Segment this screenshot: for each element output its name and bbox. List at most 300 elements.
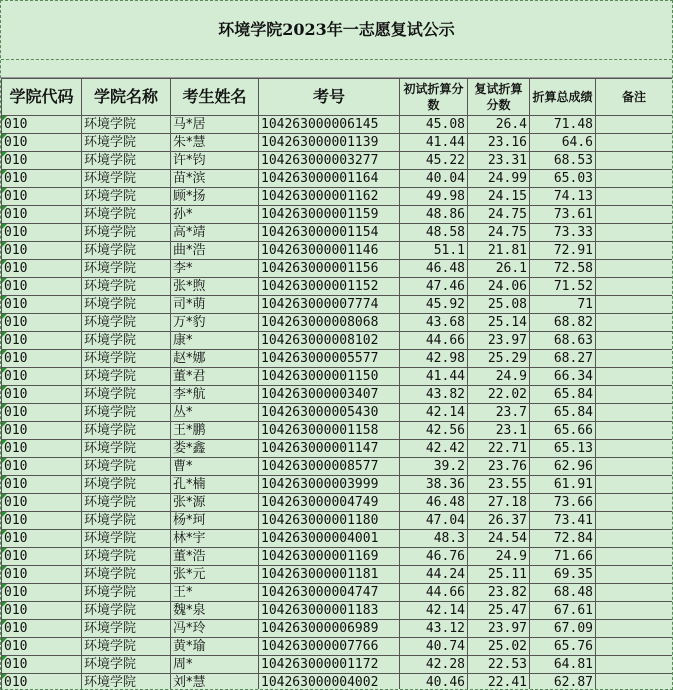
table-row	[2, 368, 673, 386]
cell-college-code[interactable]: 010	[2, 566, 82, 584]
table-row	[2, 422, 673, 440]
cell-retest-score[interactable]: 24.06	[468, 278, 530, 296]
cell-retest-score[interactable]: 24.75	[468, 224, 530, 242]
cell-college-name[interactable]: 环境学院	[82, 386, 171, 404]
cell-candidate-name[interactable]: 张*煦	[171, 278, 259, 296]
cell-retest-score[interactable]: 26.4	[468, 116, 530, 134]
cell-remarks[interactable]	[596, 476, 673, 494]
cell-initial-score[interactable]: 45.08	[400, 116, 468, 134]
cell-initial-score[interactable]: 44.66	[400, 584, 468, 602]
cell-retest-score[interactable]: 24.9	[468, 368, 530, 386]
cell-initial-score[interactable]: 49.98	[400, 188, 468, 206]
cell-candidate-name[interactable]: 顾*扬	[171, 188, 259, 206]
results-table	[1, 78, 673, 690]
cell-college-name[interactable]: 环境学院	[82, 602, 171, 620]
cell-remarks[interactable]	[596, 512, 673, 530]
cell-college-code[interactable]: 010	[2, 206, 82, 224]
cell-total-score[interactable]: 69.35	[530, 566, 596, 584]
cell-remarks[interactable]	[596, 368, 673, 386]
cell-candidate-name[interactable]: 许*钧	[171, 152, 259, 170]
cell-college-code[interactable]: 010	[2, 332, 82, 350]
cell-candidate-name[interactable]: 赵*娜	[171, 350, 259, 368]
cell-candidate-name[interactable]: 董*浩	[171, 548, 259, 566]
cell-college-name[interactable]: 环境学院	[82, 242, 171, 260]
cell-college-code[interactable]: 010	[2, 638, 82, 656]
cell-college-name[interactable]: 环境学院	[82, 404, 171, 422]
cell-college-code[interactable]: 010	[2, 512, 82, 530]
cell-college-code[interactable]: 010	[2, 476, 82, 494]
cell-college-name[interactable]: 环境学院	[82, 170, 171, 188]
table-row	[2, 314, 673, 332]
cell-remarks[interactable]	[596, 530, 673, 548]
table-row	[2, 116, 673, 134]
cell-initial-score[interactable]: 40.74	[400, 638, 468, 656]
cell-initial-score[interactable]: 42.56	[400, 422, 468, 440]
table-row	[2, 152, 673, 170]
cell-college-name[interactable]: 环境学院	[82, 512, 171, 530]
cell-college-code[interactable]: 010	[2, 494, 82, 512]
cell-retest-score[interactable]: 23.97	[468, 620, 530, 638]
cell-remarks[interactable]	[596, 134, 673, 152]
cell-initial-score[interactable]: 43.82	[400, 386, 468, 404]
cell-college-code[interactable]: 010	[2, 386, 82, 404]
cell-remarks[interactable]	[596, 152, 673, 170]
cell-remarks[interactable]	[596, 224, 673, 242]
cell-candidate-name[interactable]: 魏*泉	[171, 602, 259, 620]
cell-exam-number[interactable]: 104263000001162	[259, 188, 400, 206]
cell-remarks[interactable]	[596, 260, 673, 278]
cell-initial-score[interactable]: 48.86	[400, 206, 468, 224]
cell-college-code[interactable]: 010	[2, 458, 82, 476]
table-row	[2, 566, 673, 584]
cell-initial-score[interactable]: 43.68	[400, 314, 468, 332]
cell-remarks[interactable]	[596, 458, 673, 476]
cell-initial-score[interactable]: 43.12	[400, 620, 468, 638]
cell-retest-score[interactable]: 24.54	[468, 530, 530, 548]
cell-college-name[interactable]: 环境学院	[82, 584, 171, 602]
cell-initial-score[interactable]: 42.42	[400, 440, 468, 458]
cell-candidate-name[interactable]: 林*宇	[171, 530, 259, 548]
cell-candidate-name[interactable]: 周*	[171, 656, 259, 674]
cell-candidate-name[interactable]: 娄*鑫	[171, 440, 259, 458]
cell-college-code[interactable]: 010	[2, 278, 82, 296]
cell-exam-number[interactable]: 104263000004002	[259, 674, 400, 690]
cell-total-score[interactable]: 73.61	[530, 206, 596, 224]
cell-college-name[interactable]: 环境学院	[82, 530, 171, 548]
cell-total-score[interactable]: 68.53	[530, 152, 596, 170]
cell-total-score[interactable]: 73.66	[530, 494, 596, 512]
cell-retest-score[interactable]: 25.02	[468, 638, 530, 656]
cell-remarks[interactable]	[596, 170, 673, 188]
table-row	[2, 260, 673, 278]
cell-remarks[interactable]	[596, 422, 673, 440]
cell-college-name[interactable]: 环境学院	[82, 224, 171, 242]
cell-college-code[interactable]: 010	[2, 602, 82, 620]
cell-retest-score[interactable]: 26.1	[468, 260, 530, 278]
cell-college-code[interactable]: 010	[2, 314, 82, 332]
table-row	[2, 440, 673, 458]
cell-initial-score[interactable]: 41.44	[400, 368, 468, 386]
cell-total-score[interactable]: 65.03	[530, 170, 596, 188]
cell-total-score[interactable]: 73.33	[530, 224, 596, 242]
cell-college-code[interactable]: 010	[2, 224, 82, 242]
cell-retest-score[interactable]: 24.75	[468, 206, 530, 224]
cell-retest-score[interactable]: 23.7	[468, 404, 530, 422]
cell-remarks[interactable]	[596, 602, 673, 620]
cell-initial-score[interactable]: 46.48	[400, 260, 468, 278]
cell-college-name[interactable]: 环境学院	[82, 134, 171, 152]
cell-total-score[interactable]: 65.84	[530, 404, 596, 422]
cell-initial-score[interactable]: 42.14	[400, 404, 468, 422]
cell-exam-number[interactable]: 104263000001154	[259, 224, 400, 242]
blank-row	[1, 60, 672, 78]
cell-initial-score[interactable]: 48.58	[400, 224, 468, 242]
cell-college-code[interactable]: 010	[2, 116, 82, 134]
cell-remarks[interactable]	[596, 440, 673, 458]
cell-retest-score[interactable]: 24.9	[468, 548, 530, 566]
table-row	[2, 188, 673, 206]
cell-exam-number[interactable]: 104263000004749	[259, 494, 400, 512]
cell-retest-score[interactable]: 22.02	[468, 386, 530, 404]
cell-candidate-name[interactable]: 高*靖	[171, 224, 259, 242]
cell-exam-number[interactable]: 104263000001152	[259, 278, 400, 296]
cell-college-name[interactable]: 环境学院	[82, 296, 171, 314]
cell-initial-score[interactable]: 42.28	[400, 656, 468, 674]
header-college-code[interactable]: 学院代码	[2, 79, 82, 116]
cell-retest-score[interactable]: 24.15	[468, 188, 530, 206]
cell-exam-number[interactable]: 104263000001169	[259, 548, 400, 566]
cell-college-code[interactable]: 010	[2, 584, 82, 602]
cell-remarks[interactable]	[596, 584, 673, 602]
cell-exam-number[interactable]: 104263000008577	[259, 458, 400, 476]
cell-exam-number[interactable]: 104263000005577	[259, 350, 400, 368]
table-row	[2, 296, 673, 314]
table-row	[2, 242, 673, 260]
cell-college-name[interactable]: 环境学院	[82, 152, 171, 170]
cell-initial-score[interactable]: 46.48	[400, 494, 468, 512]
cell-initial-score[interactable]: 45.22	[400, 152, 468, 170]
cell-total-score[interactable]: 73.41	[530, 512, 596, 530]
cell-remarks[interactable]	[596, 116, 673, 134]
cell-college-code[interactable]: 010	[2, 170, 82, 188]
cell-total-score[interactable]: 68.48	[530, 584, 596, 602]
cell-total-score[interactable]: 71	[530, 296, 596, 314]
cell-candidate-name[interactable]: 王*鹏	[171, 422, 259, 440]
table-row	[2, 638, 673, 656]
cell-exam-number[interactable]: 104263000008102	[259, 332, 400, 350]
cell-candidate-name[interactable]: 杨*珂	[171, 512, 259, 530]
cell-retest-score[interactable]: 23.16	[468, 134, 530, 152]
cell-candidate-name[interactable]: 万*豹	[171, 314, 259, 332]
cell-remarks[interactable]	[596, 350, 673, 368]
cell-remarks[interactable]	[596, 242, 673, 260]
cell-initial-score[interactable]: 41.44	[400, 134, 468, 152]
cell-total-score[interactable]: 66.34	[530, 368, 596, 386]
cell-exam-number[interactable]: 104263000006989	[259, 620, 400, 638]
table-row	[2, 620, 673, 638]
cell-exam-number[interactable]: 104263000008068	[259, 314, 400, 332]
cell-exam-number[interactable]: 104263000003407	[259, 386, 400, 404]
cell-college-name[interactable]: 环境学院	[82, 566, 171, 584]
cell-total-score[interactable]: 74.13	[530, 188, 596, 206]
cell-exam-number[interactable]: 104263000001147	[259, 440, 400, 458]
cell-college-code[interactable]: 010	[2, 188, 82, 206]
cell-retest-score[interactable]: 27.18	[468, 494, 530, 512]
cell-retest-score[interactable]: 25.14	[468, 314, 530, 332]
cell-college-code[interactable]: 010	[2, 530, 82, 548]
cell-total-score[interactable]: 71.48	[530, 116, 596, 134]
header-retest-score[interactable]: 复试折算分数	[468, 79, 530, 116]
cell-remarks[interactable]	[596, 314, 673, 332]
cell-candidate-name[interactable]: 司*萌	[171, 296, 259, 314]
cell-candidate-name[interactable]: 丛*	[171, 404, 259, 422]
cell-remarks[interactable]	[596, 188, 673, 206]
table-row	[2, 584, 673, 602]
cell-total-score[interactable]: 68.82	[530, 314, 596, 332]
table-row	[2, 170, 673, 188]
table-row	[2, 332, 673, 350]
cell-initial-score[interactable]: 38.36	[400, 476, 468, 494]
cell-initial-score[interactable]: 40.04	[400, 170, 468, 188]
table-row	[2, 404, 673, 422]
cell-candidate-name[interactable]: 苗*滨	[171, 170, 259, 188]
cell-college-name[interactable]: 环境学院	[82, 332, 171, 350]
cell-exam-number[interactable]: 104263000001146	[259, 242, 400, 260]
cell-exam-number[interactable]: 104263000007766	[259, 638, 400, 656]
cell-college-code[interactable]: 010	[2, 404, 82, 422]
cell-exam-number[interactable]: 104263000005430	[259, 404, 400, 422]
cell-college-code[interactable]: 010	[2, 242, 82, 260]
cell-exam-number[interactable]: 104263000001158	[259, 422, 400, 440]
cell-college-name[interactable]: 环境学院	[82, 206, 171, 224]
cell-exam-number[interactable]: 104263000001150	[259, 368, 400, 386]
cell-college-name[interactable]: 环境学院	[82, 440, 171, 458]
cell-college-name[interactable]: 环境学院	[82, 350, 171, 368]
table-row	[2, 674, 673, 690]
cell-remarks[interactable]	[596, 548, 673, 566]
cell-total-score[interactable]: 62.87	[530, 674, 596, 690]
cell-candidate-name[interactable]: 李*	[171, 260, 259, 278]
cell-initial-score[interactable]: 44.66	[400, 332, 468, 350]
cell-candidate-name[interactable]: 孙*	[171, 206, 259, 224]
cell-retest-score[interactable]: 22.71	[468, 440, 530, 458]
cell-remarks[interactable]	[596, 674, 673, 690]
cell-total-score[interactable]: 65.76	[530, 638, 596, 656]
cell-college-name[interactable]: 环境学院	[82, 314, 171, 332]
cell-college-code[interactable]: 010	[2, 656, 82, 674]
cell-college-name[interactable]: 环境学院	[82, 494, 171, 512]
cell-candidate-name[interactable]: 张*源	[171, 494, 259, 512]
header-total-score[interactable]: 折算总成绩	[530, 79, 596, 116]
cell-initial-score[interactable]: 42.14	[400, 602, 468, 620]
cell-college-code[interactable]: 010	[2, 548, 82, 566]
cell-college-name[interactable]: 环境学院	[82, 656, 171, 674]
cell-exam-number[interactable]: 104263000003999	[259, 476, 400, 494]
cell-initial-score[interactable]: 46.76	[400, 548, 468, 566]
cell-candidate-name[interactable]: 张*元	[171, 566, 259, 584]
cell-remarks[interactable]	[596, 656, 673, 674]
sheet-title: 环境学院2023年一志愿复试公示	[1, 1, 672, 60]
cell-retest-score[interactable]: 22.41	[468, 674, 530, 690]
table-row	[2, 458, 673, 476]
cell-retest-score[interactable]: 23.31	[468, 152, 530, 170]
table-row	[2, 512, 673, 530]
cell-college-code[interactable]: 010	[2, 260, 82, 278]
cell-initial-score[interactable]: 48.3	[400, 530, 468, 548]
header-initial-score[interactable]: 初试折算分数	[400, 79, 468, 116]
cell-college-name[interactable]: 环境学院	[82, 422, 171, 440]
table-row	[2, 548, 673, 566]
cell-total-score[interactable]: 68.27	[530, 350, 596, 368]
cell-total-score[interactable]: 65.66	[530, 422, 596, 440]
cell-college-name[interactable]: 环境学院	[82, 278, 171, 296]
cell-exam-number[interactable]: 104263000001181	[259, 566, 400, 584]
cell-initial-score[interactable]: 40.46	[400, 674, 468, 690]
table-row	[2, 224, 673, 242]
cell-college-name[interactable]: 环境学院	[82, 620, 171, 638]
cell-remarks[interactable]	[596, 332, 673, 350]
cell-retest-score[interactable]: 23.1	[468, 422, 530, 440]
cell-initial-score[interactable]: 47.46	[400, 278, 468, 296]
cell-college-name[interactable]: 环境学院	[82, 116, 171, 134]
cell-retest-score[interactable]: 23.76	[468, 458, 530, 476]
cell-candidate-name[interactable]: 曹*	[171, 458, 259, 476]
header-candidate-name[interactable]: 考生姓名	[171, 79, 259, 116]
cell-total-score[interactable]: 71.66	[530, 548, 596, 566]
cell-college-code[interactable]: 010	[2, 152, 82, 170]
cell-college-name[interactable]: 环境学院	[82, 674, 171, 690]
cell-exam-number[interactable]: 104263000004747	[259, 584, 400, 602]
cell-college-name[interactable]: 环境学院	[82, 260, 171, 278]
cell-candidate-name[interactable]: 李*航	[171, 386, 259, 404]
cell-college-name[interactable]: 环境学院	[82, 476, 171, 494]
cell-total-score[interactable]: 72.91	[530, 242, 596, 260]
table-row	[2, 494, 673, 512]
cell-total-score[interactable]: 67.61	[530, 602, 596, 620]
cell-retest-score[interactable]: 23.82	[468, 584, 530, 602]
cell-college-code[interactable]: 010	[2, 296, 82, 314]
header-remarks[interactable]: 备注	[596, 79, 673, 116]
cell-total-score[interactable]: 65.13	[530, 440, 596, 458]
cell-candidate-name[interactable]: 康*	[171, 332, 259, 350]
cell-college-code[interactable]: 010	[2, 134, 82, 152]
table-row	[2, 476, 673, 494]
cell-college-code[interactable]: 010	[2, 440, 82, 458]
cell-exam-number[interactable]: 104263000007774	[259, 296, 400, 314]
cell-retest-score[interactable]: 24.99	[468, 170, 530, 188]
cell-total-score[interactable]: 65.84	[530, 386, 596, 404]
cell-initial-score[interactable]: 47.04	[400, 512, 468, 530]
cell-remarks[interactable]	[596, 206, 673, 224]
cell-college-code[interactable]: 010	[2, 674, 82, 690]
cell-exam-number[interactable]: 104263000001180	[259, 512, 400, 530]
cell-total-score[interactable]: 72.58	[530, 260, 596, 278]
cell-total-score[interactable]: 62.96	[530, 458, 596, 476]
cell-retest-score[interactable]: 25.47	[468, 602, 530, 620]
cell-college-name[interactable]: 环境学院	[82, 458, 171, 476]
cell-total-score[interactable]: 67.09	[530, 620, 596, 638]
cell-exam-number[interactable]: 104263000003277	[259, 152, 400, 170]
cell-initial-score[interactable]: 42.98	[400, 350, 468, 368]
table-row	[2, 656, 673, 674]
table-row	[2, 530, 673, 548]
cell-total-score[interactable]: 64.81	[530, 656, 596, 674]
cell-retest-score[interactable]: 26.37	[468, 512, 530, 530]
cell-retest-score[interactable]: 25.29	[468, 350, 530, 368]
table-row	[2, 206, 673, 224]
cell-exam-number[interactable]: 104263000001156	[259, 260, 400, 278]
cell-college-code[interactable]: 010	[2, 350, 82, 368]
cell-initial-score[interactable]: 44.24	[400, 566, 468, 584]
cell-retest-score[interactable]: 25.08	[468, 296, 530, 314]
cell-initial-score[interactable]: 45.92	[400, 296, 468, 314]
cell-college-name[interactable]: 环境学院	[82, 548, 171, 566]
cell-retest-score[interactable]: 21.81	[468, 242, 530, 260]
table-row	[2, 278, 673, 296]
cell-retest-score[interactable]: 25.11	[468, 566, 530, 584]
cell-remarks[interactable]	[596, 386, 673, 404]
cell-exam-number[interactable]: 104263000001159	[259, 206, 400, 224]
cell-remarks[interactable]	[596, 296, 673, 314]
cell-exam-number[interactable]: 104263000001172	[259, 656, 400, 674]
cell-remarks[interactable]	[596, 566, 673, 584]
cell-college-name[interactable]: 环境学院	[82, 368, 171, 386]
header-exam-number[interactable]: 考号	[259, 79, 400, 116]
cell-candidate-name[interactable]: 黄*瑜	[171, 638, 259, 656]
cell-remarks[interactable]	[596, 638, 673, 656]
cell-remarks[interactable]	[596, 278, 673, 296]
cell-remarks[interactable]	[596, 620, 673, 638]
cell-total-score[interactable]: 72.84	[530, 530, 596, 548]
cell-exam-number[interactable]: 104263000001139	[259, 134, 400, 152]
cell-remarks[interactable]	[596, 404, 673, 422]
cell-candidate-name[interactable]: 朱*慧	[171, 134, 259, 152]
table-row	[2, 602, 673, 620]
cell-total-score[interactable]: 61.91	[530, 476, 596, 494]
cell-total-score[interactable]: 68.63	[530, 332, 596, 350]
table-row	[2, 386, 673, 404]
cell-candidate-name[interactable]: 曲*浩	[171, 242, 259, 260]
cell-total-score[interactable]: 71.52	[530, 278, 596, 296]
cell-college-code[interactable]: 010	[2, 620, 82, 638]
cell-retest-score[interactable]: 23.55	[468, 476, 530, 494]
cell-candidate-name[interactable]: 马*居	[171, 116, 259, 134]
table-row	[2, 134, 673, 152]
cell-remarks[interactable]	[596, 494, 673, 512]
cell-college-code[interactable]: 010	[2, 422, 82, 440]
header-row	[2, 79, 673, 116]
cell-exam-number[interactable]: 104263000006145	[259, 116, 400, 134]
cell-college-code[interactable]: 010	[2, 368, 82, 386]
cell-exam-number[interactable]: 104263000001183	[259, 602, 400, 620]
cell-retest-score[interactable]: 23.97	[468, 332, 530, 350]
cell-retest-score[interactable]: 22.53	[468, 656, 530, 674]
cell-college-name[interactable]: 环境学院	[82, 188, 171, 206]
header-college-name[interactable]: 学院名称	[82, 79, 171, 116]
cell-college-name[interactable]: 环境学院	[82, 638, 171, 656]
table-row	[2, 350, 673, 368]
cell-candidate-name[interactable]: 刘*慧	[171, 674, 259, 690]
cell-exam-number[interactable]: 104263000004001	[259, 530, 400, 548]
cell-candidate-name[interactable]: 孔*楠	[171, 476, 259, 494]
cell-initial-score[interactable]: 39.2	[400, 458, 468, 476]
cell-candidate-name[interactable]: 董*君	[171, 368, 259, 386]
cell-candidate-name[interactable]: 冯*玲	[171, 620, 259, 638]
cell-total-score[interactable]: 64.6	[530, 134, 596, 152]
cell-candidate-name[interactable]: 王*	[171, 584, 259, 602]
cell-initial-score[interactable]: 51.1	[400, 242, 468, 260]
cell-exam-number[interactable]: 104263000001164	[259, 170, 400, 188]
